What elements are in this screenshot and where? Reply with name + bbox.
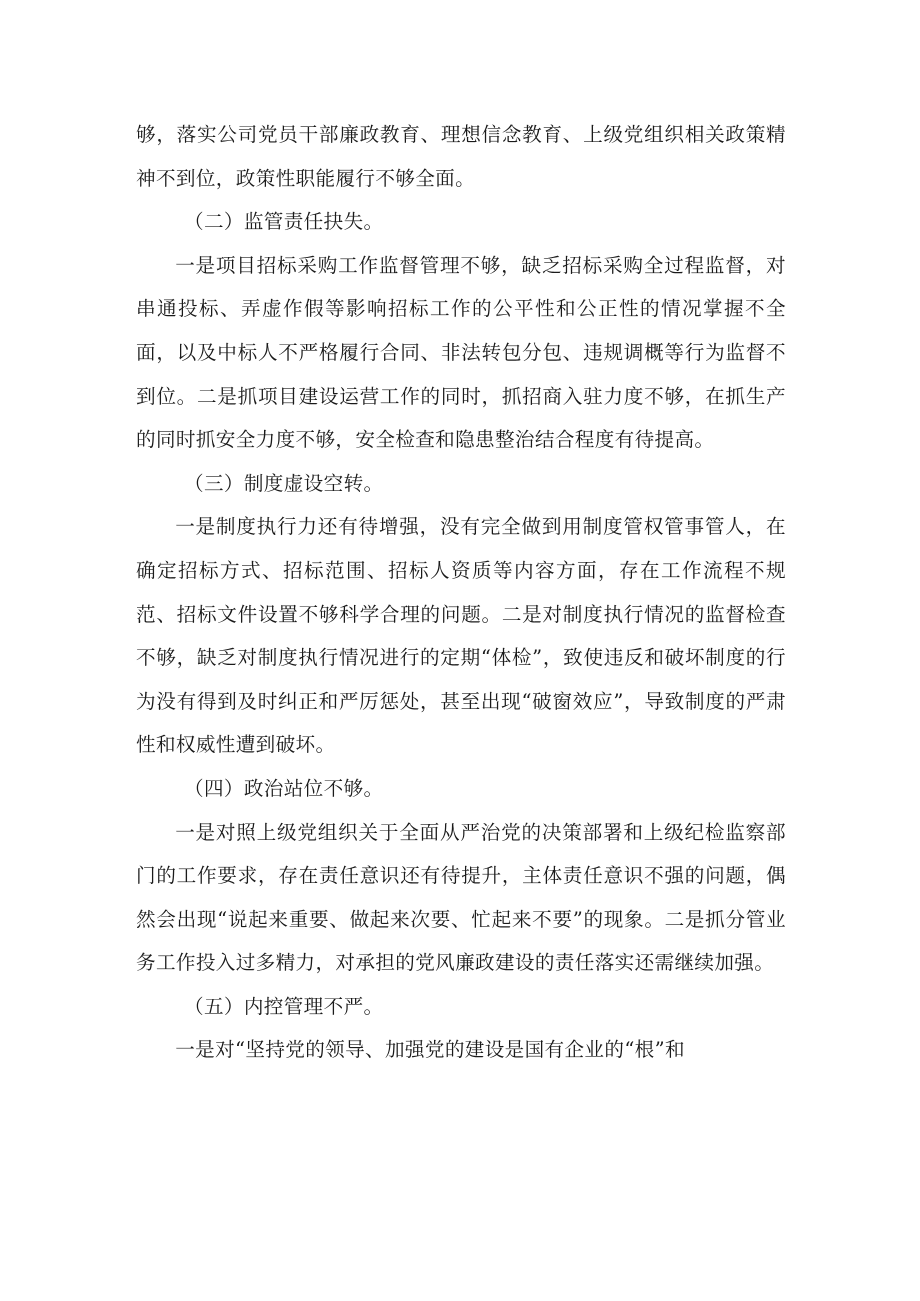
section-heading-5: （五）内控管理不严。 — [184, 994, 384, 1018]
paragraph-continuation: 够，落实公司党员干部廉政教育、理想信念教育、上级党组织相关政策精神不到位，政策性职能履行不够全面。 — [136, 123, 786, 190]
section-heading-3: （三）制度虚设空转。 — [184, 471, 384, 495]
section-heading-4: （四）政治站位不够。 — [184, 776, 384, 800]
document-body — [136, 113, 786, 1072]
paragraph-political: 一是对照上级党组织关于全面从严治党的决策部署和上级纪检监察部门的工作要求，存在责任意识还有待提升，主体责任意识不强的问题，偶然会出现“说起来重要、做起来次要、忙起来不要”的现象。二是抓分管业务工作投入过多精力，对承担的党风廉政建设的责任落实还需继续加强。 — [136, 820, 786, 975]
paragraph-supervision: 一是项目招标采购工作监督管理不够，缺乏招标采购全过程监督，对串通投标、弄虚作假等影响招标工作的公平性和公正性的情况掌握不全面，以及中标人不严格履行合同、非法转包分包、违规调概等行为监督不到位。二是抓项目建设运营工作的同时，抓招商入驻力度不够，在抓生产的同时抓安全力度不够，安全检查和隐患整治结合程度有待提高。 — [136, 253, 786, 452]
section-heading-2: （二）监管责任抉失。 — [184, 210, 384, 234]
paragraph-internal-control: 一是对“坚持党的领导、加强党的建设是国有企业的“根”和 — [175, 1038, 685, 1062]
paragraph-system: 一是制度执行力还有待增强，没有完全做到用制度管权管事管人，在确定招标方式、招标范围、招标人资质等内容方面，存在工作流程不规范、招标文件设置不够科学合理的问题。二是对制度执行情况的监督检查不够，缺乏对制度执行情况进行的定期“体检”，致使违反和破坏制度的行为没有得到及时纠正和严厉惩处，甚至出现“破窗效应”，导致制度的严肃性和权威性遭到破坏。 — [136, 515, 786, 757]
